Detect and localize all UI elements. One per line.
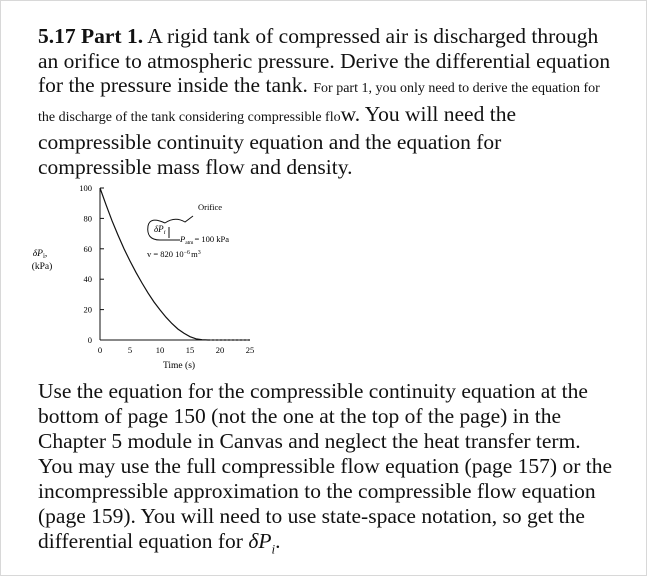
x-tick-label: 25 (245, 345, 255, 355)
problem-text: A rigid tank of compressed air is discharged through an orifice to atmospheric pressure. Derive the differential equation for the pressure inside the tank. (38, 24, 611, 97)
y-tick-label: 20 (83, 304, 92, 315)
pressure-figure (28, 178, 268, 374)
y-tick-label: 60 (83, 243, 92, 254)
problem-text-continued: w. You will need the compressible continuity equation and the equation for compressible mass flow and density. (38, 101, 516, 179)
state-variable: $\delta P_i$ (248, 529, 276, 557)
volume-label: v = 820 $10^{-6}m^3$ (147, 249, 201, 259)
pressure-chart (28, 178, 268, 374)
problem-number: 5.17 (38, 24, 76, 48)
chart-axes (100, 188, 250, 340)
y-tick-label: 100 (79, 183, 92, 193)
chart-curve (100, 188, 250, 340)
x-tick-label: 15 (185, 345, 195, 355)
x-tick-label: 0 (97, 345, 103, 355)
atm-pressure-label: $P_{atm}= 100$ kPa (180, 234, 229, 246)
problem-statement: 5.17 Part 1. A rigid tank of compressed air is discharged through an orifice to atmospheric pressure. Derive the differential equation for the pressure inside the tank. For part 1, you only need to derive the equation for the discharge of the tank considering compressible flow. You will need the compressible continuity equation and the equation for compressible mass flow and density. (38, 24, 611, 179)
tank-schematic (147, 202, 229, 259)
x-tick-label: 5 (127, 345, 133, 355)
orifice-label: Orifice (198, 202, 223, 212)
y-tick-label: 0 (87, 335, 92, 345)
y-tick-label: 80 (83, 213, 92, 224)
instructions-text: Use the equation for the compressible continuity equation at the bottom of page 150 (not the one at the top of the page) in the Chapter 5 module in Canvas and neglect the heat transfer term. You may use the full compressible flow equation (page 157) or the incompressible approximation to the compressible flow equation (page 159). You will need to use state-space notation, so get the differential equation for (38, 379, 613, 553)
problem-note: For part 1, you only need to derive the equation for the discharge of the tank considering compressible flo (38, 81, 600, 125)
problem-part: Part 1 (81, 24, 138, 48)
x-tick-label: 20 (215, 345, 225, 355)
x-axis-label: Time (s) (162, 361, 196, 371)
orifice-line (165, 216, 193, 223)
instructions: Use the equation for the compressible continuity equation at the bottom of page 150 (not the one at the top of the page) in the Chapter 5 module in Canvas and neglect the heat transfer term. You may use the full compressible flow equation (page 157) or the incompressible approximation to the compressible flow equation (page 159). You will need to use state-space notation, so get the differential equation for $\delta P_i$. (38, 379, 613, 557)
chart-ticks (79, 183, 254, 355)
y-axis-unit: (kPa) (31, 262, 53, 272)
y-axis-label: $\delta P_i$, (32, 249, 48, 260)
tank-pressure-label: $\delta P_i$ (154, 224, 166, 236)
pressure-decay-line (100, 188, 208, 340)
y-tick-label: 40 (83, 274, 92, 285)
x-tick-label: 10 (155, 345, 165, 355)
